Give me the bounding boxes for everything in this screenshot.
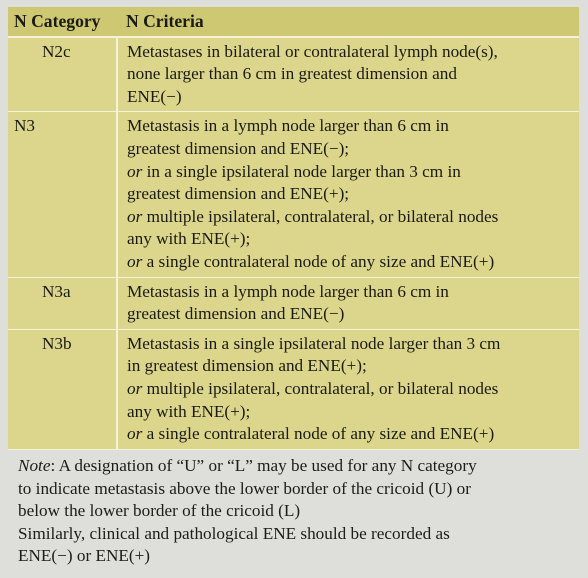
criteria-line xyxy=(127,206,575,229)
criteria-line xyxy=(127,401,575,424)
criteria-text: none larger than 6 cm in greatest dimension and xyxy=(127,64,457,84)
table-row xyxy=(8,329,579,449)
criteria-text: in a single ipsilateral node larger than 3 cm in xyxy=(142,161,461,181)
criteria-text: greatest dimension and ENE(−) xyxy=(127,304,345,324)
criteria-connector: or xyxy=(127,206,143,226)
criteria-line xyxy=(127,355,575,378)
criteria-text: Metastasis in a single ipsilateral node larger than 3 cm xyxy=(127,333,501,353)
criteria-connector: or xyxy=(127,378,143,398)
n-category-cell xyxy=(8,37,117,112)
criteria-line xyxy=(127,423,575,446)
criteria-line xyxy=(127,86,575,109)
n-category-cell xyxy=(8,329,117,449)
criteria-line xyxy=(127,251,575,274)
table-footnote xyxy=(18,455,477,568)
footnote-text: to indicate metastasis above the lower border of the cricoid (U) or xyxy=(18,478,471,498)
criteria-line xyxy=(127,115,575,138)
n-criteria-cell xyxy=(117,277,579,329)
criteria-connector: or xyxy=(127,251,143,271)
criteria-text: in greatest dimension and ENE(+); xyxy=(127,356,367,376)
criteria-line xyxy=(127,161,575,184)
criteria-line xyxy=(127,378,575,401)
footnote-text: Similarly, clinical and pathological ENE should be recorded as xyxy=(18,523,450,543)
criteria-text: Metastases in bilateral or contralateral lymph node(s), xyxy=(127,41,498,61)
criteria-text: Metastasis in a lymph node larger than 6 cm in xyxy=(127,281,449,301)
n-category-cell xyxy=(8,277,117,329)
n-category-table xyxy=(8,7,579,450)
criteria-line xyxy=(127,333,575,356)
footnote-line xyxy=(18,478,477,501)
n-criteria-cell xyxy=(117,37,579,112)
criteria-connector: or xyxy=(127,161,143,181)
table-row xyxy=(8,112,579,277)
n-criteria-cell xyxy=(117,329,579,449)
criteria-line xyxy=(127,228,575,251)
footnote-text: below the lower border of the cricoid (L) xyxy=(18,501,301,521)
criteria-line xyxy=(127,281,575,304)
criteria-text: greatest dimension and ENE(−); xyxy=(127,138,350,158)
criteria-text: ENE(−) xyxy=(127,86,182,106)
criteria-text: a single contralateral node of any size and ENE(+) xyxy=(142,424,495,444)
n-criteria-cell xyxy=(117,112,579,277)
criteria-text: Metastasis in a lymph node larger than 6 cm in xyxy=(127,116,449,136)
footnote-label: Note xyxy=(18,456,51,475)
n-category-cell xyxy=(8,112,117,277)
n-category-label: N3 xyxy=(14,116,36,136)
table-header-row xyxy=(8,7,579,37)
criteria-line xyxy=(127,138,575,161)
footnote-text: : A designation of “U” or “L” may be used for any N category xyxy=(50,456,477,475)
criteria-connector: or xyxy=(127,424,143,444)
criteria-line xyxy=(127,183,575,206)
header-n-criteria: N Criteria xyxy=(117,7,579,37)
footnote-line xyxy=(18,455,477,478)
criteria-line xyxy=(127,41,575,64)
table-body xyxy=(8,37,579,450)
criteria-text: multiple ipsilateral, contralateral, or bilateral nodes xyxy=(142,378,499,398)
n-category-label: N2c xyxy=(42,41,71,61)
criteria-text: a single contralateral node of any size and ENE(+) xyxy=(142,251,495,271)
header-n-category: N Category xyxy=(8,7,117,37)
criteria-text: any with ENE(+); xyxy=(127,401,251,421)
footnote-text: ENE(−) or ENE(+) xyxy=(18,546,151,566)
table-row xyxy=(8,277,579,329)
criteria-line xyxy=(127,63,575,86)
footnote-line xyxy=(18,500,477,523)
criteria-text: greatest dimension and ENE(+); xyxy=(127,184,350,204)
n-category-label: N3b xyxy=(42,333,72,353)
criteria-text: multiple ipsilateral, contralateral, or bilateral nodes xyxy=(142,206,499,226)
footnote-line xyxy=(18,545,477,568)
footnote-line xyxy=(18,523,477,546)
table-row xyxy=(8,37,579,112)
n-category-label: N3a xyxy=(42,281,71,301)
criteria-text: any with ENE(+); xyxy=(127,229,251,249)
criteria-line xyxy=(127,303,575,326)
